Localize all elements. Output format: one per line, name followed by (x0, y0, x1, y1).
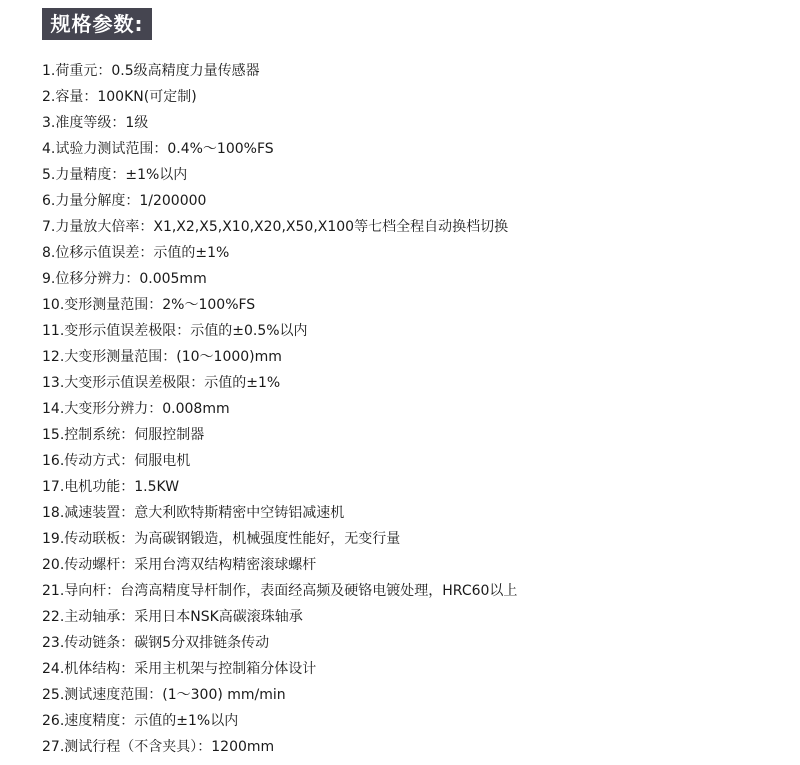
spec-item: 2.容量：100KN(可定制) (42, 89, 197, 105)
spec-item: 23.传动链条：碳钢5分双排链条传动 (42, 635, 270, 651)
spec-item: 12.大变形测量范围：(10～1000)mm (42, 349, 282, 365)
spec-item: 11.变形示值误差极限：示值的±0.5%以内 (42, 323, 308, 339)
spec-item: 25.测试速度范围：(1～300) mm/min (42, 687, 286, 703)
spec-item: 4.试验力测试范围：0.4%～100%FS (42, 141, 274, 157)
spec-item: 14.大变形分辨力：0.008mm (42, 401, 230, 417)
spec-item: 9.位移分辨力：0.005mm (42, 271, 207, 287)
spec-item: 10.变形测量范围：2%～100%FS (42, 297, 256, 313)
spec-item: 6.力量分解度：1/200000 (42, 193, 207, 209)
spec-item: 1.荷重元：0.5级高精度力量传感器 (42, 63, 260, 79)
spec-item: 20.传动螺杆：采用台湾双结构精密滚球螺杆 (42, 557, 317, 573)
spec-item: 27.测试行程（不含夹具）：1200mm (42, 739, 275, 755)
spec-item: 16.传动方式：伺服电机 (42, 453, 191, 469)
spec-item: 17.电机功能：1.5KW (42, 479, 180, 495)
spec-item: 22.主动轴承：采用日本NSK高碳滚珠轴承 (42, 609, 303, 625)
section-title: 规格参数: (42, 8, 152, 40)
spec-list (42, 58, 517, 760)
spec-item: 19.传动联板：为高碳钢锻造，机械强度性能好，无变行量 (42, 531, 401, 547)
spec-item: 7.力量放大倍率：X1,X2,X5,X10,X20,X50,X100等七档全程自动换档切换 (42, 219, 509, 235)
spec-item: 5.力量精度：±1%以内 (42, 167, 188, 183)
spec-item: 26.速度精度：示值的±1%以内 (42, 713, 239, 729)
spec-item: 21.导向杆：台湾高精度导杆制作，表面经高频及硬铬电镀处理，HRC60以上 (42, 583, 518, 599)
spec-item: 18.减速装置：意大利欧特斯精密中空铸铝减速机 (42, 505, 345, 521)
spec-item: 3.准度等级：1级 (42, 115, 149, 131)
spec-item: 15.控制系统：伺服控制器 (42, 427, 205, 443)
spec-item: 24.机体结构：采用主机架与控制箱分体设计 (42, 661, 317, 677)
spec-item: 8.位移示值误差：示值的±1% (42, 245, 230, 261)
spec-item: 13.大变形示值误差极限：示值的±1% (42, 375, 281, 391)
